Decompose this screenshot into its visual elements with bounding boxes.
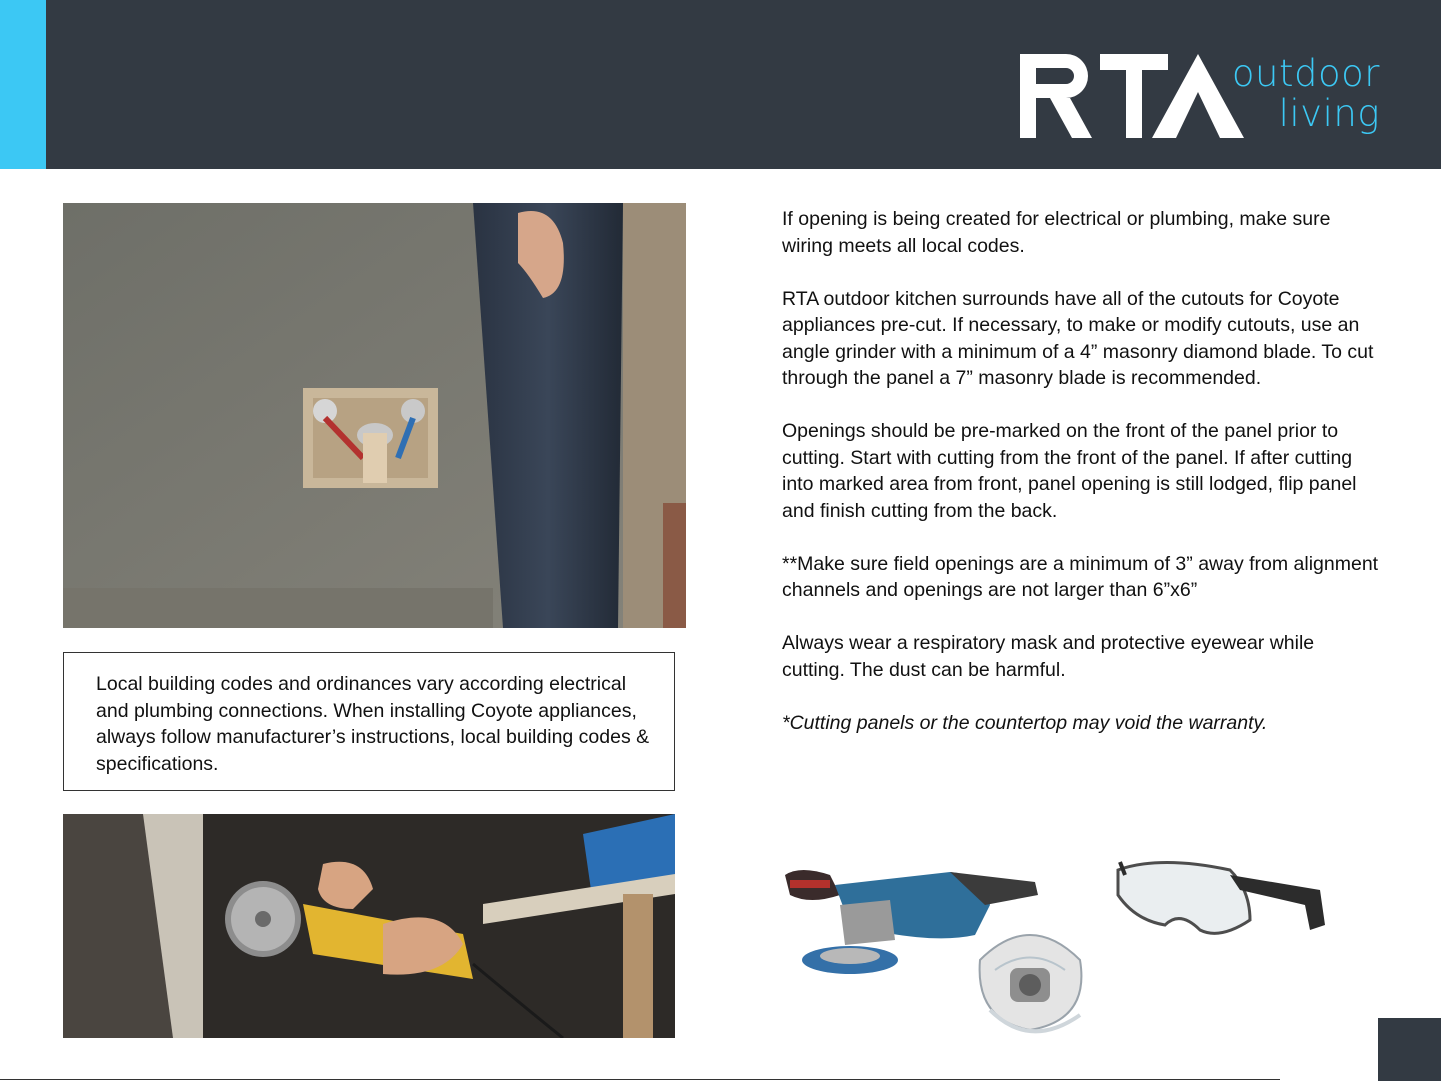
safety-glasses-icon	[1118, 862, 1325, 933]
footer-rule	[0, 1079, 1280, 1080]
plumbing-opening-photo	[63, 203, 686, 628]
warranty-warning: *Cutting panels or the countertop may void the warranty.	[782, 711, 1268, 734]
paragraph-field-openings: **Make sure field openings are a minimum of 3” away from alignment channels and openings are not larger than 6”x6”	[782, 552, 1379, 601]
paragraph-cutouts: RTA outdoor kitchen surrounds have all of the cutouts for Coyote appliances pre-cut. If necessary, to make or modify cutouts, use an angle grinder with a minimum of a 4” masonry diamond blade. To cut through the panel a 7” masonry blade is recommended.	[782, 287, 1374, 389]
local-codes-note-text: Local building codes and ordinances vary according electrical and plumbing connections. When installing Coyote appliances, always follow manufacturer’s instructions, local building codes & specifications.	[96, 673, 650, 775]
angle-grinder-cutting-photo	[63, 814, 675, 1038]
instructions-text	[782, 206, 1382, 763]
logo-tagline-living: living	[1278, 92, 1380, 135]
paragraph-pre-marking: Openings should be pre-marked on the front of the panel prior to cutting. Start with cutting from the front of the panel. If after cutting into marked area from front, panel opening is still lodged, flip panel and finish cutting from the back.	[782, 420, 1357, 522]
local-codes-note-box	[63, 652, 675, 791]
paragraph-electrical-plumbing: If opening is being created for electrical or plumbing, make sure wiring meets all local codes.	[782, 208, 1331, 257]
respirator-mask-icon	[980, 935, 1082, 1031]
page-corner-block	[1378, 1018, 1441, 1081]
logo-tagline-outdoor: outdoor	[1231, 52, 1380, 95]
rta-logo-mark	[1020, 52, 1245, 140]
safety-tools-illustration	[780, 850, 1340, 1060]
paragraph-safety: Always wear a respiratory mask and protective eyewear while cutting. The dust can be harmful.	[782, 632, 1315, 681]
rta-logo	[1020, 52, 1390, 142]
header-accent-bar	[0, 0, 46, 169]
